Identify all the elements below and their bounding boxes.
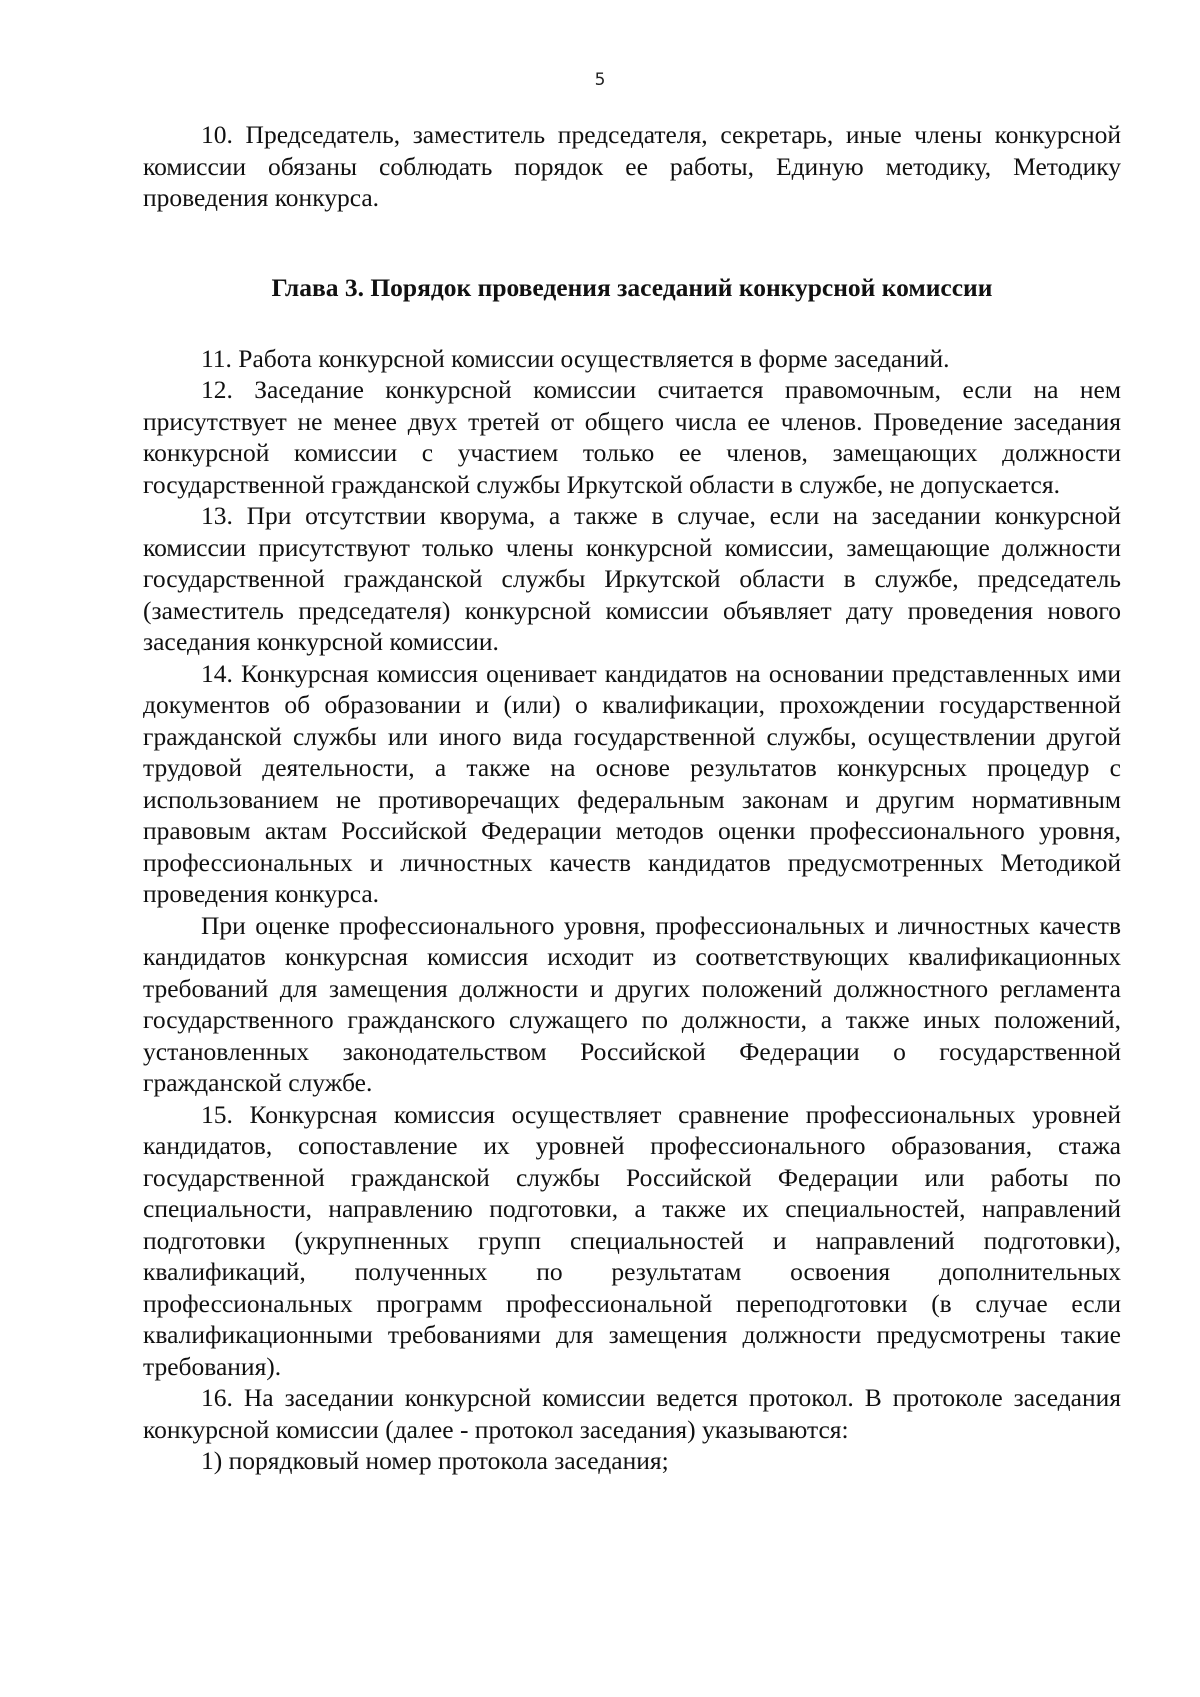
paragraph-16: 16. На заседании конкурсной комиссии ведется протокол. В протоколе заседания конкурсной комиссии (далее - протокол заседания) указываются: [143,1383,1121,1444]
paragraph-11: 11. Работа конкурсной комиссии осуществляется в форме заседаний. [201,343,950,373]
paragraph-14: 14. Конкурсная комиссия оценивает кандидатов на основании представленных ими документов об образовании и (или) о квалификации, прохождении государственной гражданской службы или иного вида государственной службы, осуществлении другой трудовой деятельности, а также на основе результатов конкурсных процедур с использованием не противоречащих федеральным законам и другим нормативным правовым актам Российской Федерации методов оценки профессионального уровня, профессиональных и личностных качеств кандидатов предусмотренных Методикой проведения конкурса. [143,658,1121,908]
chapter-heading: Глава 3. Порядок проведения заседаний конкурсной комиссии [271,272,993,302]
paragraph-13: 13. При отсутствии кворума, а также в случае, если на заседании конкурсной комиссии присутствуют только члены конкурсной комиссии, замещающие должности государственной гражданской службы Иркутской области в службе, председатель (заместитель председателя) конкурсной комиссии объявляет дату проведения нового заседания конкурсной комиссии. [143,501,1121,656]
paragraph-15: 15. Конкурсная комиссия осуществляет сравнение профессиональных уровней кандидатов, сопоставление их уровней профессионального образования, стажа государственной гражданской службы Российской Федерации или работы по специальности, направлению подготовки, а также их специальностей, направлений подготовки (укрупненных групп специальностей и направлений подготовки), квалификаций, полученных по результатам освоения дополнительных профессиональных программ профессиональной переподготовки (в случае если квалификационными требованиями для замещения должности предусмотрены такие требования). [143,1099,1121,1381]
page-number: 5 [594,70,606,90]
paragraph-12: 12. Заседание конкурсной комиссии считается правомочным, если на нем присутствует не менее двух третей от общего числа ее членов. Проведение заседания конкурсной комиссии с участием только ее членов, замещающих должности государственной гражданской службы Иркутской области в службе, не допускается. [143,375,1121,499]
list-item-1: 1) порядковый номер протокола заседания; [201,1446,669,1475]
document-body [143,119,1121,1477]
paragraph-14-continued: При оценке профессионального уровня, профессиональных и личностных качеств кандидатов конкурсная комиссия исходит из соответствующих квалификационных требований для замещения должности и других положений должностного регламента государственного гражданского служащего по должности, а также иных положений, установленных законодательством Российской Федерации о государственной гражданской службе. [143,910,1121,1097]
paragraph-10: 10. Председатель, заместитель председателя, секретарь, иные члены конкурсной комиссии обязаны соблюдать порядок ее работы, Единую методику, Методику проведения конкурса. [143,120,1121,212]
